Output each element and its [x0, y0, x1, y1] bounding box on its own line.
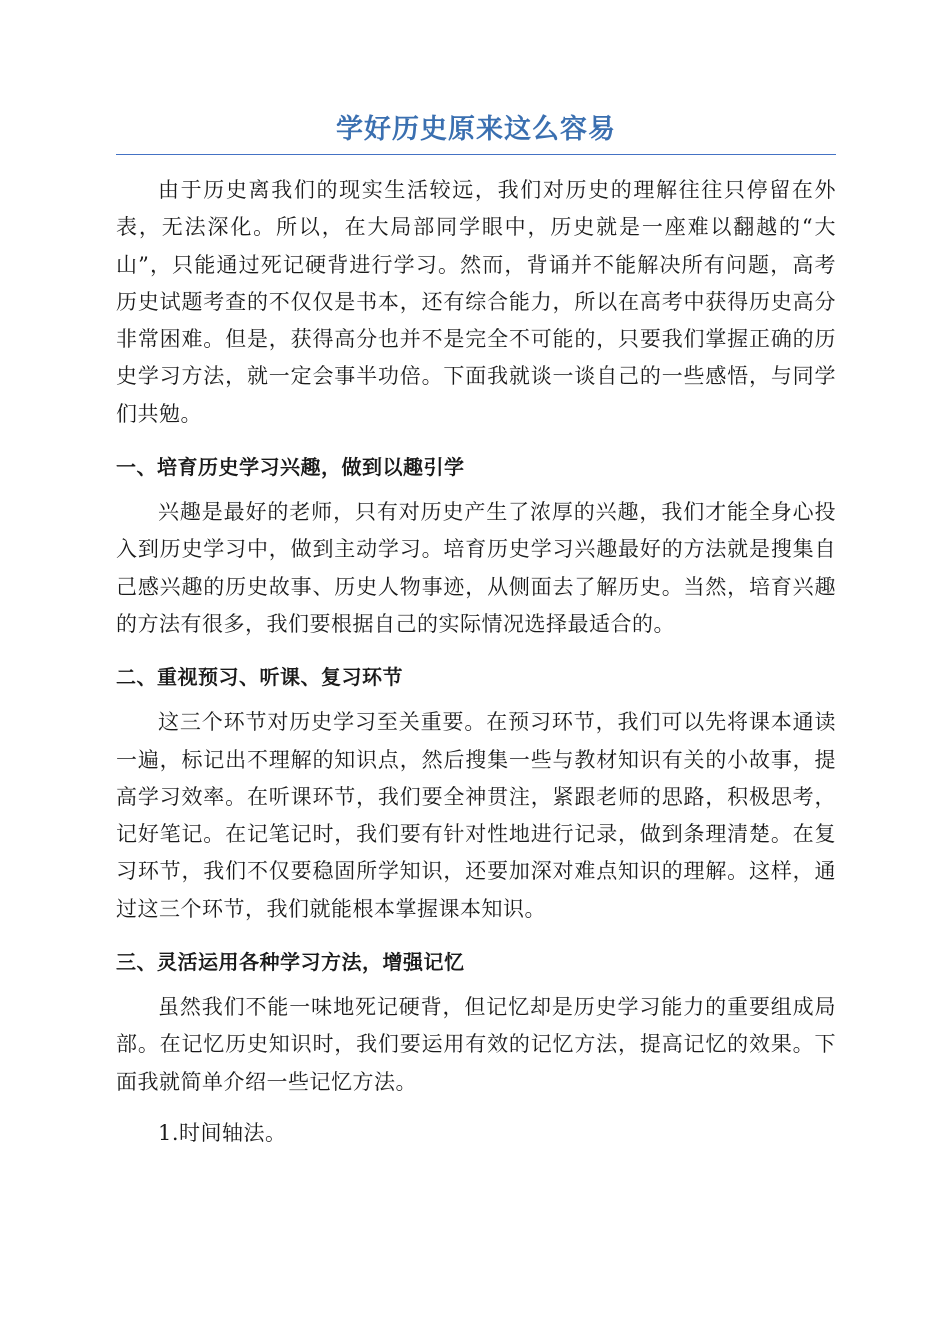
- title-underline: [116, 154, 836, 155]
- section-1-heading: 一、培育历史学习兴趣，做到以趣引学: [116, 455, 465, 480]
- document-page: [116, 108, 836, 1152]
- list-item-time-axis: 1.时间轴法。: [158, 1120, 287, 1145]
- section-3-body: 虽然我们不能一味地死记硬背，但记忆却是历史学习能力的重要组成局部。在记忆历史知识时，我们要运用有效的记忆方法，提高记忆的效果。下面我就简单介绍一些记忆方法。: [116, 995, 836, 1094]
- section-2-heading: 二、重视预习、听课、复习环节: [116, 665, 403, 690]
- document-title: 学好历史原来这么容易: [336, 114, 616, 145]
- section-3-heading: 三、灵活运用各种学习方法，增强记忆: [116, 950, 465, 975]
- intro-paragraph: 由于历史离我们的现实生活较远，我们对历史的理解往往只停留在外表，无法深化。所以，在大局部同学眼中，历史就是一座难以翻越的“大山”，只能通过死记硬背进行学习。然而，背诵并不能解决所有问题，高考历史试题考查的不仅仅是书本，还有综合能力，所以在高考中获得历史高分非常困难。但是，获得高分也并不是完全不可能的，只要我们掌握正确的历史学习方法，就一定会事半功倍。下面我就谈一谈自己的一些感悟，与同学们共勉。: [116, 178, 836, 426]
- section-1-body: 兴趣是最好的老师，只有对历史产生了浓厚的兴趣，我们才能全身心投入到历史学习中，做到主动学习。培育历史学习兴趣最好的方法就是搜集自己感兴趣的历史故事、历史人物事迹，从侧面去了解历史。当然，培育兴趣的方法有很多，我们要根据自己的实际情况选择最适合的。: [116, 500, 836, 636]
- section-2-body: 这三个环节对历史学习至关重要。在预习环节，我们可以先将课本通读一遍，标记出不理解的知识点，然后搜集一些与教材知识有关的小故事，提高学习效率。在听课环节，我们要全神贯注，紧跟老师的思路，积极思考，记好笔记。在记笔记时，我们要有针对性地进行记录，做到条理清楚。在复习环节，我们不仅要稳固所学知识，还要加深对难点知识的理解。这样，通过这三个环节，我们就能根本掌握课本知识。: [116, 710, 836, 921]
